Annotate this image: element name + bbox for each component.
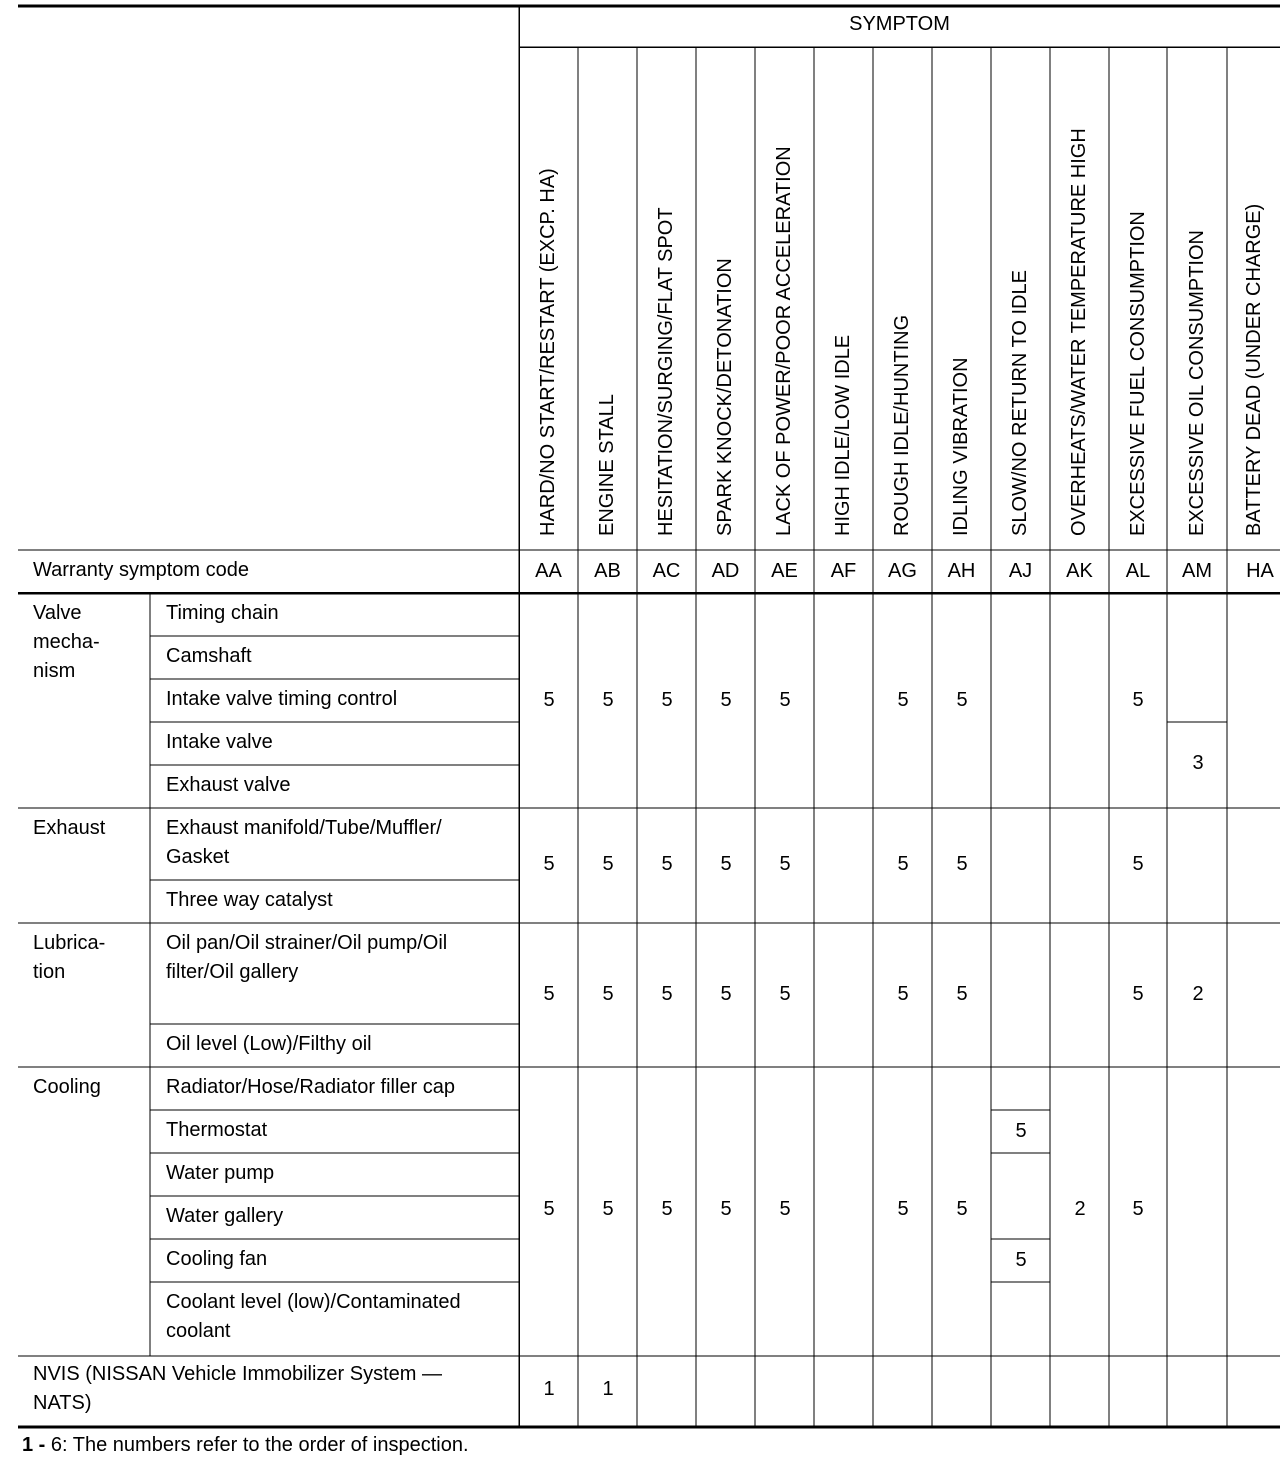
warranty-code-ah: AH [947,560,976,582]
warranty-code-ac: AC [652,560,681,582]
item-oil-level: Oil level (Low)/Filthy oil [166,1033,372,1055]
group-nvis-name-2: NATS) [33,1392,92,1414]
item-oil-pan-1: Oil pan/Oil strainer/Oil pump/Oil [166,932,448,954]
symptom-label-al: EXCESSIVE FUEL CONSUMPTION [1127,211,1149,536]
footnote-bold: 1 - [22,1434,46,1456]
symptom-label-ak: OVERHEATS/WATER TEMPERATURE HIGH [1068,128,1090,536]
symptom-label-ae: LACK OF POWER/POOR ACCELERATION [773,146,795,536]
valve-ae: 5 [779,689,791,711]
warranty-code-aj: AJ [1008,560,1033,582]
exhaust-ag: 5 [897,853,909,875]
cooling-aj-thermostat: 5 [1015,1120,1027,1142]
warranty-code-ak: AK [1066,560,1093,582]
warranty-code-ae: AE [771,560,798,582]
item-oil-pan-2: filter/Oil gallery [166,961,299,983]
warranty-code-label: Warranty symptom code [33,559,249,581]
lubrication-al: 5 [1132,983,1144,1005]
symptom-label-ag: ROUGH IDLE/HUNTING [891,314,913,536]
cooling-ad: 5 [720,1198,732,1220]
item-intake-valve-timing-control: Intake valve timing control [166,688,398,710]
lubrication-ad: 5 [720,983,732,1005]
warranty-code-am: AM [1182,560,1212,582]
lubrication-ah: 5 [956,983,968,1005]
item-water-gallery: Water gallery [166,1205,284,1227]
symptom-label-af: HIGH IDLE/LOW IDLE [832,334,854,536]
group-lubrication-name-1: Lubrica- [33,932,106,954]
symptom-label-aa: HARD/NO START/RESTART (EXCP. HA) [537,168,559,536]
exhaust-ad: 5 [720,853,732,875]
symptom-label-ah: IDLING VIBRATION [950,357,972,536]
item-cooling-fan: Cooling fan [166,1248,268,1270]
cooling-ab: 5 [602,1198,614,1220]
lubrication-ab: 5 [602,983,614,1005]
warranty-code-ag: AG [888,560,917,582]
cooling-ah: 5 [956,1198,968,1220]
symptom-label-am: EXCESSIVE OIL CONSUMPTION [1186,230,1208,536]
exhaust-ac: 5 [661,853,673,875]
cooling-ae: 5 [779,1198,791,1220]
lubrication-ag: 5 [897,983,909,1005]
item-coolant-level-2: coolant [166,1320,231,1342]
valve-aa: 5 [543,689,555,711]
item-exhaust-valve: Exhaust valve [166,774,291,796]
valve-ad: 5 [720,689,732,711]
valve-ab: 5 [602,689,614,711]
symptom-label-ab: ENGINE STALL [596,394,618,536]
lubrication-ac: 5 [661,983,673,1005]
cooling-ac: 5 [661,1198,673,1220]
item-timing-chain: Timing chain [166,602,279,624]
warranty-code-ha: HA [1246,560,1274,582]
exhaust-ae: 5 [779,853,791,875]
nvis-ab: 1 [602,1378,614,1400]
group-nvis-name-1: NVIS (NISSAN Vehicle Immobilizer System — [33,1363,442,1385]
item-three-way-catalyst: Three way catalyst [166,889,333,911]
valve-ah: 5 [956,689,968,711]
exhaust-ah: 5 [956,853,968,875]
nvis-aa: 1 [543,1378,555,1400]
cooling-al: 5 [1132,1198,1144,1220]
warranty-code-ab: AB [594,560,621,582]
symptom-label-ha: BATTERY DEAD (UNDER CHARGE) [1243,203,1265,536]
valve-al: 5 [1132,689,1144,711]
exhaust-ab: 5 [602,853,614,875]
lubrication-aa: 5 [543,983,555,1005]
item-thermostat: Thermostat [166,1119,268,1141]
warranty-code-af: AF [830,560,857,582]
symptom-label-aj: SLOW/NO RETURN TO IDLE [1009,270,1031,536]
group-cooling-name: Cooling [33,1076,101,1098]
group-exhaust-name: Exhaust [33,817,106,839]
item-radiator: Radiator/Hose/Radiator filler cap [166,1076,456,1098]
symptom-label-ac: HESITATION/SURGING/FLAT SPOT [655,207,677,536]
warranty-code-al: AL [1125,560,1151,582]
item-exhaust-manifold-2: Gasket [166,846,230,868]
valve-ac: 5 [661,689,673,711]
group-lubrication-name-2: tion [33,961,66,983]
cooling-aa: 5 [543,1198,555,1220]
item-intake-valve: Intake valve [166,731,273,753]
symptom-header-title: SYMPTOM [849,13,950,35]
symptom-label-ad: SPARK KNOCK/DETONATION [714,258,736,536]
lubrication-ae: 5 [779,983,791,1005]
footnote-text: 6: The numbers refer to the order of inspection. [45,1434,469,1456]
item-water-pump: Water pump [166,1162,275,1184]
group-valve-name-2: mecha- [33,631,100,653]
group-valve-name-1: Valve [33,602,82,624]
valve-am: 3 [1192,752,1204,774]
cooling-ag: 5 [897,1198,909,1220]
cooling-aj-cooling-fan: 5 [1015,1249,1027,1271]
warranty-code-aa: AA [535,560,562,582]
valve-ag: 5 [897,689,909,711]
item-exhaust-manifold-1: Exhaust manifold/Tube/Muffler/ [166,817,442,839]
warranty-code-ad: AD [711,560,740,582]
footnote [22,1433,469,1457]
item-camshaft: Camshaft [166,645,252,667]
cooling-ak: 2 [1074,1198,1086,1220]
exhaust-al: 5 [1132,853,1144,875]
group-valve-name-3: nism [33,660,76,682]
exhaust-aa: 5 [543,853,555,875]
lubrication-am: 2 [1192,983,1204,1005]
item-coolant-level-1: Coolant level (low)/Contaminated [166,1291,461,1313]
